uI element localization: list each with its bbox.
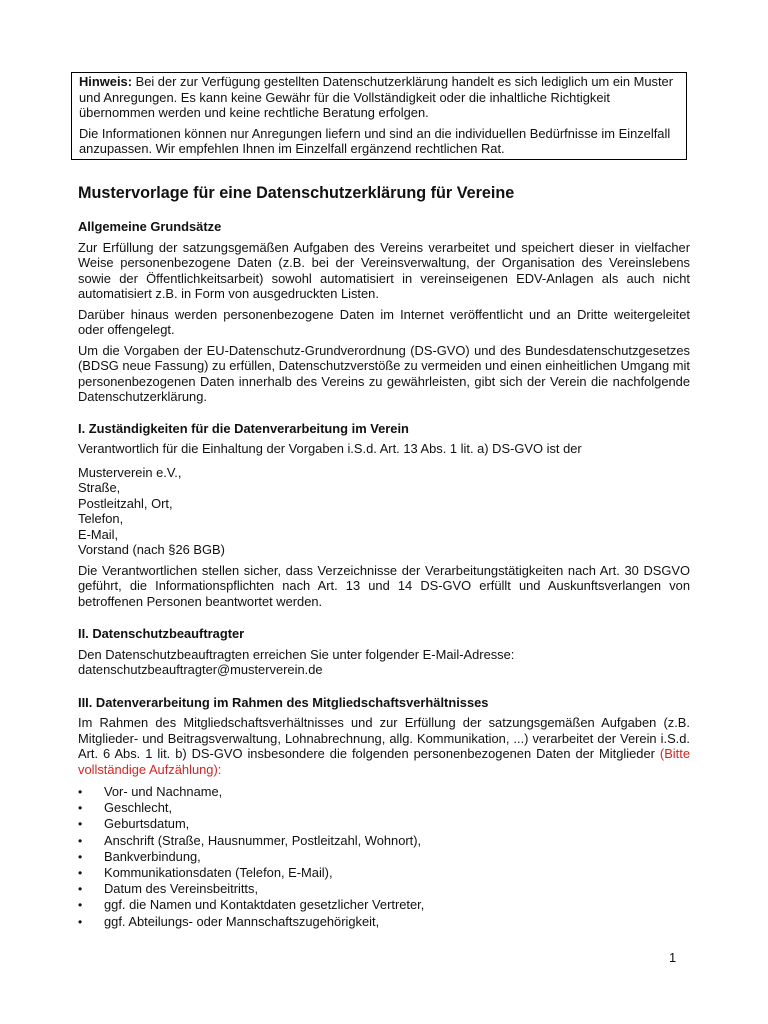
section2-heading: II. Datenschutzbeauftragter (78, 626, 245, 641)
bullet-icon: • (78, 914, 83, 929)
general-heading: Allgemeine Grundsätze (78, 219, 222, 234)
general-paragraph-1: Zur Erfüllung der satzungsgemäßen Aufgaben des Vereins verarbeitet und speichert dieser in vielfacher Weise personenbezogene Daten (z.B. bei der Vereinsverwaltung, der Organisation des Vereinslebens sowie der Öffentlichkeitsarbeit) sowohl automatisiert in vereinseigenen EDV-Anlagen als auch nicht automatisiert z.B. in Form von ausgedruckten Listen. (78, 239, 690, 301)
section1-heading: I. Zuständigkeiten für die Datenverarbeitung im Verein (78, 420, 409, 436)
list-item: • Bankverbindung, (78, 848, 201, 864)
section3-text: Im Rahmen des Mitgliedschaftsverhältnisses und zur Erfüllung der satzungsgemäßen Aufgaben (z.B. Mitglieder- und Beitragsverwaltung, Lohnabrechnung, allg. Kommunikation, ...) verarbeitet der Verein i.S.d. Art. 6 Abs. 1 lit. b) DS-GVO insbesondere die folgenden personenbezogenen Daten der Mitglieder (78, 715, 690, 761)
list-item: • ggf. die Namen und Kontaktdaten gesetzlicher Vertreter, (78, 897, 425, 913)
document-content (78, 183, 690, 930)
section1-intro: Verantwortlich für die Einhaltung der Vorgaben i.S.d. Art. 13 Abs. 1 lit. a) DS-GVO ist der (78, 441, 582, 456)
list-item: • ggf. Abteilungs- oder Mannschaftszugehörigkeit, (78, 913, 380, 929)
notice-paragraph-1 (79, 74, 679, 121)
general-paragraph-3: Um die Vorgaben der EU-Datenschutz-Grundverordnung (DS-GVO) und des Bundesdatenschutzgesetzes (BDSG neue Fassung) zu erfüllen, Datenschutzverstöße zu vermeiden und einen einheitlichen Umgang mit personenbezogenen Daten innerhalb des Vereins zu gewährleisten, gibt sich der Verein die nachfolgende Datenschutzerklärung. (78, 342, 690, 404)
address-line: Telefon, (78, 511, 124, 526)
document-title: Mustervorlage für eine Datenschutzerklärung für Vereine (78, 184, 515, 202)
address-line: Musterverein e.V., (78, 464, 182, 480)
member-data-list (78, 784, 690, 930)
address-line: Postleitzahl, Ort, (78, 495, 173, 511)
list-item: • Kommunikationsdaten (Telefon, E-Mail), (78, 865, 333, 881)
section3-paragraph (78, 715, 690, 777)
list-item: • Geburtsdatum, (78, 816, 190, 832)
dpo-email: datenschutzbeauftragter@musterverein.de (78, 662, 323, 677)
bullet-icon: • (78, 882, 83, 897)
notice-label: Hinweis: (79, 74, 133, 89)
list-item: • Geschlecht, (78, 800, 173, 816)
bullet-icon: • (78, 898, 83, 913)
notice-text-2: Die Informationen können nur Anregungen liefern und sind an die individuellen Bedürfnisse im Einzelfall anzupassen. Wir empfehlen Ihnen im Einzelfall ergänzend rechtlichen Rat. (79, 125, 671, 156)
bullet-icon: • (78, 801, 83, 816)
bullet-icon: • (78, 849, 83, 864)
list-item: • Vor- und Nachname, (78, 784, 223, 799)
list-item: • Anschrift (Straße, Hausnummer, Postleitzahl, Wohnort), (78, 832, 422, 848)
page-number: 1 (669, 950, 677, 965)
bullet-icon: • (78, 866, 83, 881)
bullet-icon: • (78, 833, 83, 848)
bullet-icon: • (78, 785, 83, 799)
section1-paragraph: Die Verantwortlichen stellen sicher, dass Verzeichnisse der Verarbeitungstätigkeiten nach Art. 30 DSGVO geführt, die Informationspflichten nach Art. 13 und 14 DS-GVO erfüllt und Auskunftsverlangen von betroffenen Personen beantwortet werden. (78, 562, 690, 609)
completeness-note: (Bitte vollständige Aufzählung): (78, 746, 690, 777)
section3-heading: III. Datenverarbeitung im Rahmen des Mitgliedschaftsverhältnisses (78, 694, 489, 710)
bullet-icon: • (78, 817, 83, 832)
address-line: Vorstand (nach §26 BGB) (78, 542, 225, 557)
section2-line: Den Datenschutzbeauftragten erreichen Sie unter folgender E-Mail-Adresse: (78, 646, 515, 662)
notice-box (71, 72, 687, 160)
controller-address (78, 465, 690, 558)
list-item: • Datum des Vereinsbeitritts, (78, 881, 259, 897)
address-line: E-Mail, (78, 526, 119, 542)
notice-text-1: Bei der zur Verfügung gestellten Datenschutzerklärung handelt es sich lediglich um ein Muster und Anregungen. Es kann keine Gewähr für die Vollständigkeit oder die inhaltliche Richtigkeit übernommen werden und keine rechtliche Beratung erfolgen. (79, 74, 674, 120)
general-paragraph-2: Darüber hinaus werden personenbezogene Daten im Internet veröffentlicht und an Dritte weitergeleitet oder offengelegt. (78, 306, 690, 337)
address-line: Straße, (78, 480, 121, 495)
